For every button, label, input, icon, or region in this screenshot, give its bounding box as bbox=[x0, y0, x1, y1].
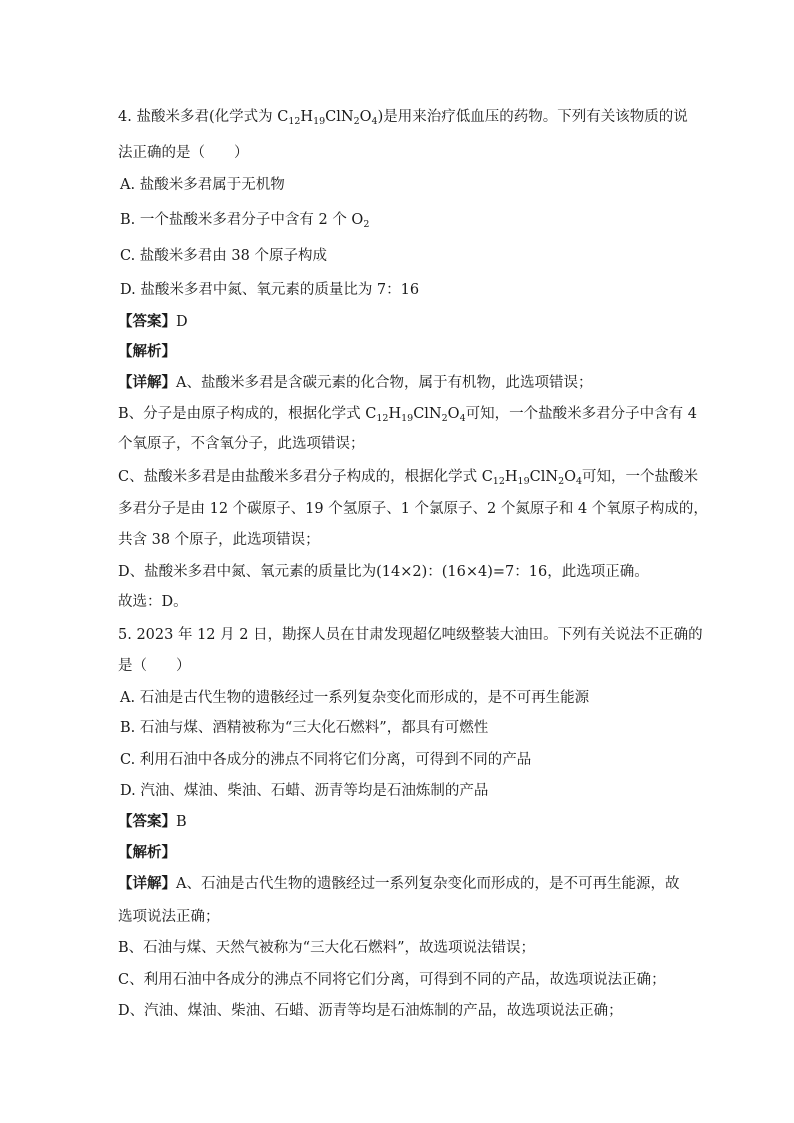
q4-stem-text: 4. 盐酸米多君(化学式为 C bbox=[118, 109, 289, 125]
q4-option-a: A. 盐酸米多君属于无机物 bbox=[120, 177, 285, 193]
formula-sub: 19 bbox=[517, 476, 530, 487]
formula-sub: 19 bbox=[401, 413, 414, 424]
q4-analysis-label: 【解析】 bbox=[118, 343, 176, 360]
detail-text: 可知，一个盐酸米多君分子中含有 4 bbox=[465, 406, 697, 422]
q4-stem-line2: 法正确的是（ ） bbox=[118, 145, 249, 161]
q4-option-d: D. 盐酸米多君中氮、氧元素的质量比为 7：16 bbox=[120, 282, 420, 298]
formula-sub: 12 bbox=[492, 476, 505, 487]
detail-text: 可知，一个盐酸米 bbox=[582, 469, 699, 485]
q4-detail-b1 bbox=[118, 404, 697, 424]
detail-text: A、石油是古代生物的遗骸经过一系列复杂变化而形成的，是不可再生能源，故 bbox=[176, 876, 680, 892]
q4-detail-c1 bbox=[118, 467, 698, 487]
formula-element: O bbox=[359, 109, 372, 125]
formula-element: O bbox=[447, 406, 460, 422]
formula-element: O bbox=[564, 469, 576, 485]
q4-detail-d: D、盐酸米多君中氮、氧元素的质量比为(14×2)：(16×4)=7：16，此选项正确。 bbox=[118, 564, 649, 580]
q5-option-d: D. 汽油、煤油、柴油、石蜡、沥青等均是石油炼制的产品 bbox=[120, 783, 489, 799]
q5-answer bbox=[118, 812, 187, 832]
formula-element: H bbox=[504, 469, 518, 485]
formula-element: ClN bbox=[413, 406, 442, 422]
answer-value: D bbox=[176, 314, 188, 330]
q5-detail-a2: 选项说法正确； bbox=[118, 909, 220, 925]
detail-text: B、分子是由原子构成的，根据化学式 C bbox=[118, 406, 377, 422]
answer-value: B bbox=[176, 814, 187, 830]
detail-text: A、盐酸米多君是含碳元素的化合物，属于有机物，此选项错误； bbox=[176, 375, 593, 391]
q5-option-a: A. 石油是古代生物的遗骸经过一系列复杂变化而形成的，是不可再生能源 bbox=[120, 690, 590, 706]
formula-element: H bbox=[388, 406, 402, 422]
formula-sub: 2 bbox=[353, 116, 360, 127]
formula-element: H bbox=[300, 109, 314, 125]
formula-element: ClN bbox=[529, 469, 559, 485]
q4-detail-b2: 个氧原子，不含氧分子，此选项错误； bbox=[118, 436, 365, 452]
q4-option-c: C. 盐酸米多君由 38 个原子构成 bbox=[120, 248, 327, 264]
detail-text: C、盐酸米多君是由盐酸米多君分子构成的，根据化学式 C bbox=[118, 469, 493, 485]
detail-label: 【详解】 bbox=[118, 374, 176, 391]
q5-option-b: B. 石油与煤、酒精被称为“三大化石燃料”，都具有可燃性 bbox=[120, 720, 489, 736]
formula-sub: 2 bbox=[558, 476, 565, 487]
formula-sub: 4 bbox=[459, 413, 466, 424]
q4-stem-text: )是用来治疗低血压的药物。下列有关该物质的说 bbox=[377, 109, 688, 125]
formula-element: ClN bbox=[325, 109, 354, 125]
q4-option-b bbox=[120, 210, 369, 230]
q5-stem-line2: 是（ ） bbox=[118, 658, 191, 674]
answer-label: 【答案】 bbox=[118, 313, 176, 330]
formula-sub: 12 bbox=[376, 413, 389, 424]
formula-sub: 4 bbox=[576, 476, 583, 487]
q5-analysis-label: 【解析】 bbox=[118, 844, 176, 861]
q4-conclusion: 故选：D。 bbox=[118, 594, 188, 610]
q5-stem-line1: 5. 2023 年 12 月 2 日，勘探人员在甘肃发现超亿吨级整装大油田。下列有关说法不正确的 bbox=[118, 627, 703, 643]
formula-sub: 2 bbox=[363, 219, 370, 230]
q4-detail-a bbox=[118, 373, 592, 393]
formula-sub: 19 bbox=[313, 116, 326, 127]
q4-answer bbox=[118, 312, 188, 332]
q5-detail-b: B、石油与煤、天然气被称为“三大化石燃料”，故选项说法错误； bbox=[118, 940, 535, 956]
q4-stem-line1 bbox=[118, 107, 688, 127]
answer-label: 【答案】 bbox=[118, 813, 176, 830]
q4-detail-c3: 共含 38 个原子，此选项错误； bbox=[118, 532, 320, 548]
formula-sub: 2 bbox=[441, 413, 448, 424]
q5-detail-c: C、利用石油中各成分的沸点不同将它们分离，可得到不同的产品，故选项说法正确； bbox=[118, 972, 666, 988]
q4-option-b-text: B. 一个盐酸米多君分子中含有 2 个 O bbox=[120, 212, 364, 228]
q5-detail-d: D、汽油、煤油、柴油、石蜡、沥青等均是石油炼制的产品，故选项说法正确； bbox=[118, 1003, 623, 1019]
q4-detail-c2: 多君分子是由 12 个碳原子、19 个氢原子、1 个氯原子、2 个氮原子和 4 个氧原子构成的， bbox=[118, 501, 708, 517]
formula-sub: 4 bbox=[371, 116, 378, 127]
formula-sub: 12 bbox=[288, 116, 301, 127]
q5-option-c: C. 利用石油中各成分的沸点不同将它们分离，可得到不同的产品 bbox=[120, 752, 532, 768]
q5-detail-a1 bbox=[118, 874, 679, 894]
detail-label: 【详解】 bbox=[118, 875, 176, 892]
